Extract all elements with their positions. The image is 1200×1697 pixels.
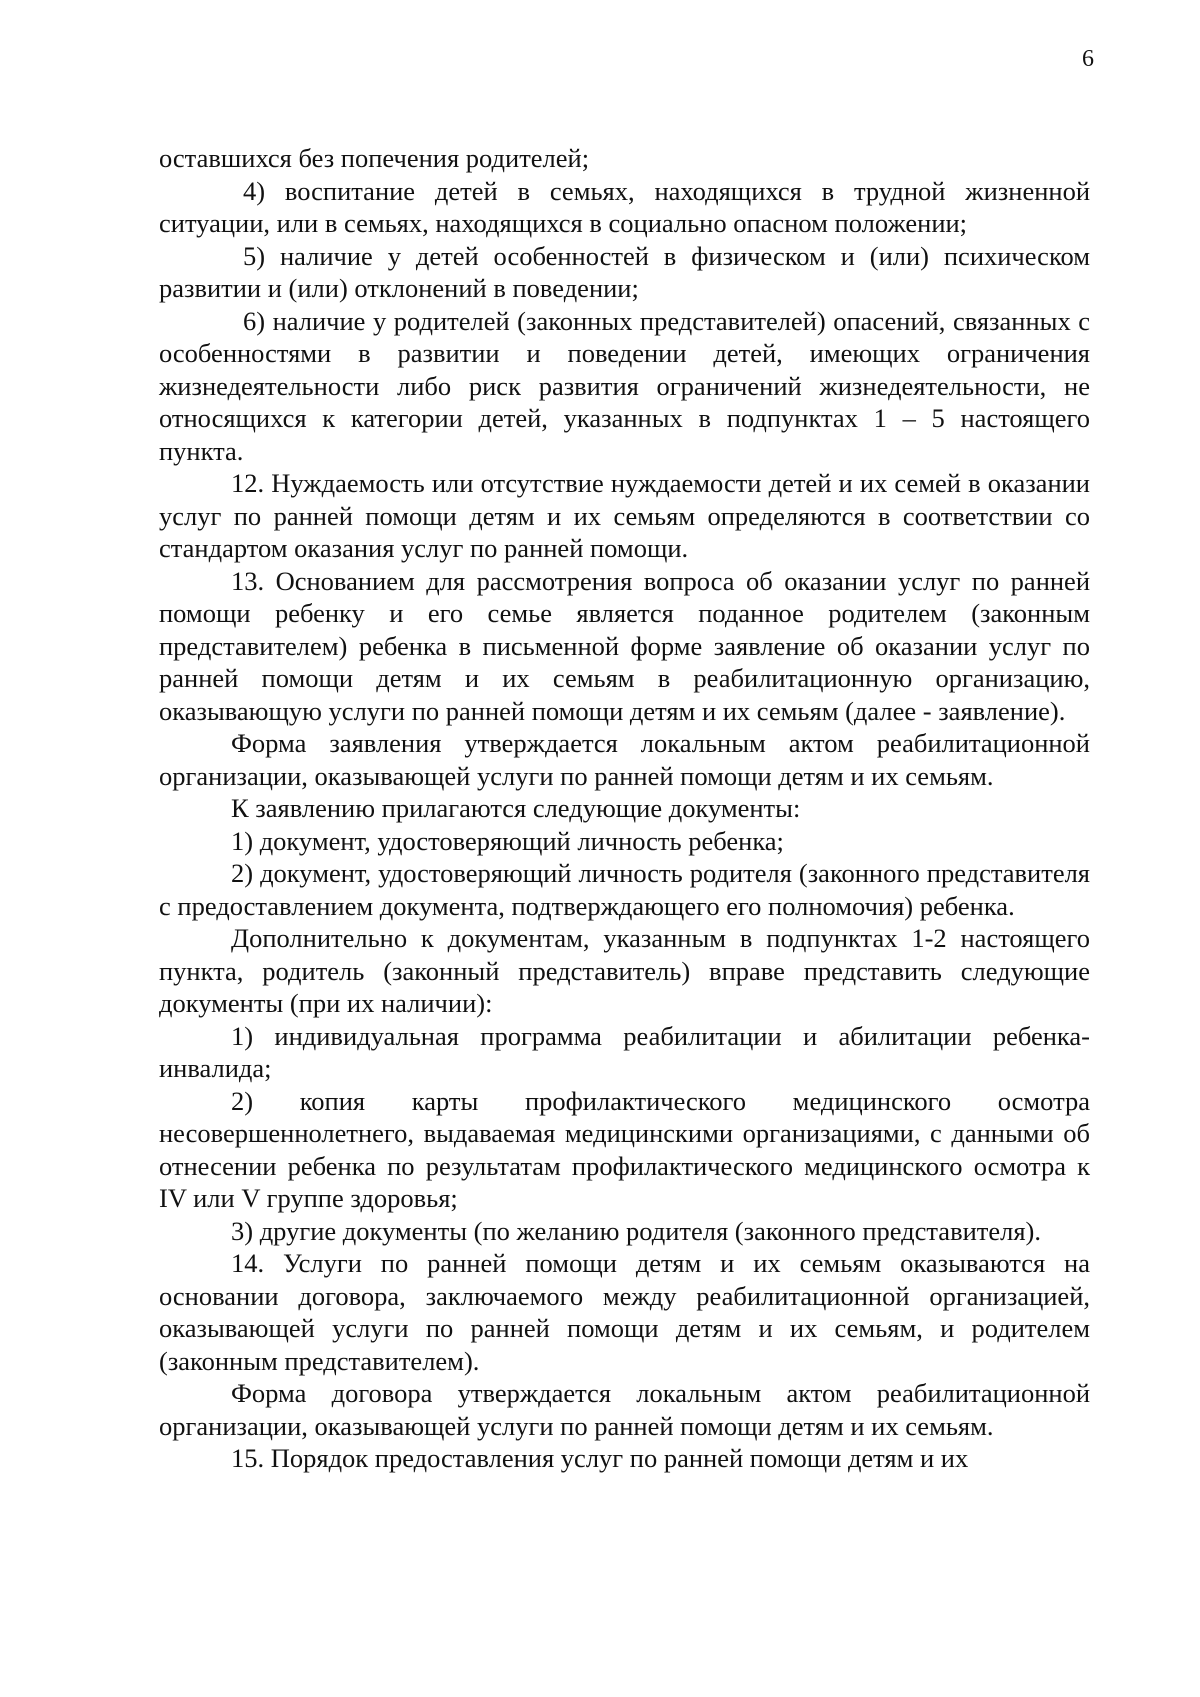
list-item: 2) копия карты профилактического медицинского осмотра несовершеннолетнего, выдаваемая медицинскими организациями, с данными об отнесении ребенка по результатам профилактического медицинского осмотра к IV или V группе здоровья; (159, 1085, 1090, 1213)
paragraph: 12. Нуждаемость или отсутствие нуждаемости детей и их семей в оказании услуг по ранней помощи детям и их семьям определяются в соответствии со стандартом оказания услуг по ранней помощи. (159, 468, 1090, 563)
list-item: 3) другие документы (по желанию родителя (законного представителя). (231, 1215, 1041, 1246)
paragraph: Дополнительно к документам, указанным в подпунктах 1-2 настоящего пункта, родитель (законный представитель) вправе представить следующие документы (при их наличии): (159, 923, 1090, 1018)
paragraph: оставшихся без попечения родителей; (159, 143, 590, 173)
list-item: 1) документ, удостоверяющий личность ребенка; (231, 825, 784, 856)
paragraph: 13. Основанием для рассмотрения вопроса об оказании услуг по ранней помощи ребенку и его семье является поданное родителем (законным представителем) ребенка в письменной форме заявление об оказании услуг по ранней помощи детям и их семьям в реабилитационную организацию, оказывающую услуги по ранней помощи детям и их семьям (далее - заявление). (159, 565, 1090, 726)
list-item: 2) документ, удостоверяющий личность родителя (законного представителя с предоставлением документа, подтверждающего его полномочия) ребенка. (159, 858, 1090, 921)
paragraph: К заявлению прилагаются следующие документы: (231, 793, 801, 823)
document-body (159, 142, 1090, 1475)
list-item: 1) индивидуальная программа реабилитации и абилитации ребенка-инвалида; (159, 1020, 1090, 1083)
paragraph: 15. Порядок предоставления услуг по ранней помощи детям и их (231, 1443, 969, 1473)
list-item: 6) наличие у родителей (законных представителей) опасений, связанных с особенностями в развитии и поведении детей, имеющих ограничения жизнедеятельности либо риск развития ограничений жизнедеятельности, не относящихся к категории детей, указанных в подпунктах 1 – 5 настоящего пункта. (159, 305, 1090, 466)
page-number: 6 (1082, 46, 1094, 72)
paragraph: Форма заявления утверждается локальным актом реабилитационной организации, оказывающей услуги по ранней помощи детям и их семьям. (159, 728, 1090, 791)
list-item: 4) воспитание детей в семьях, находящихся в трудной жизненной ситуации, или в семьях, находящихся в социально опасном положении; (159, 175, 1090, 238)
paragraph: Форма договора утверждается локальным актом реабилитационной организации, оказывающей услуги по ранней помощи детям и их семьям. (159, 1378, 1090, 1441)
list-item: 5) наличие у детей особенностей в физическом и (или) психическом развитии и (или) отклонений в поведении; (159, 240, 1090, 303)
paragraph: 14. Услуги по ранней помощи детям и их семьям оказываются на основании договора, заключаемого между реабилитационной организацией, оказывающей услуги по ранней помощи детям и их семьям, и родителем (законным представителем). (159, 1248, 1090, 1376)
